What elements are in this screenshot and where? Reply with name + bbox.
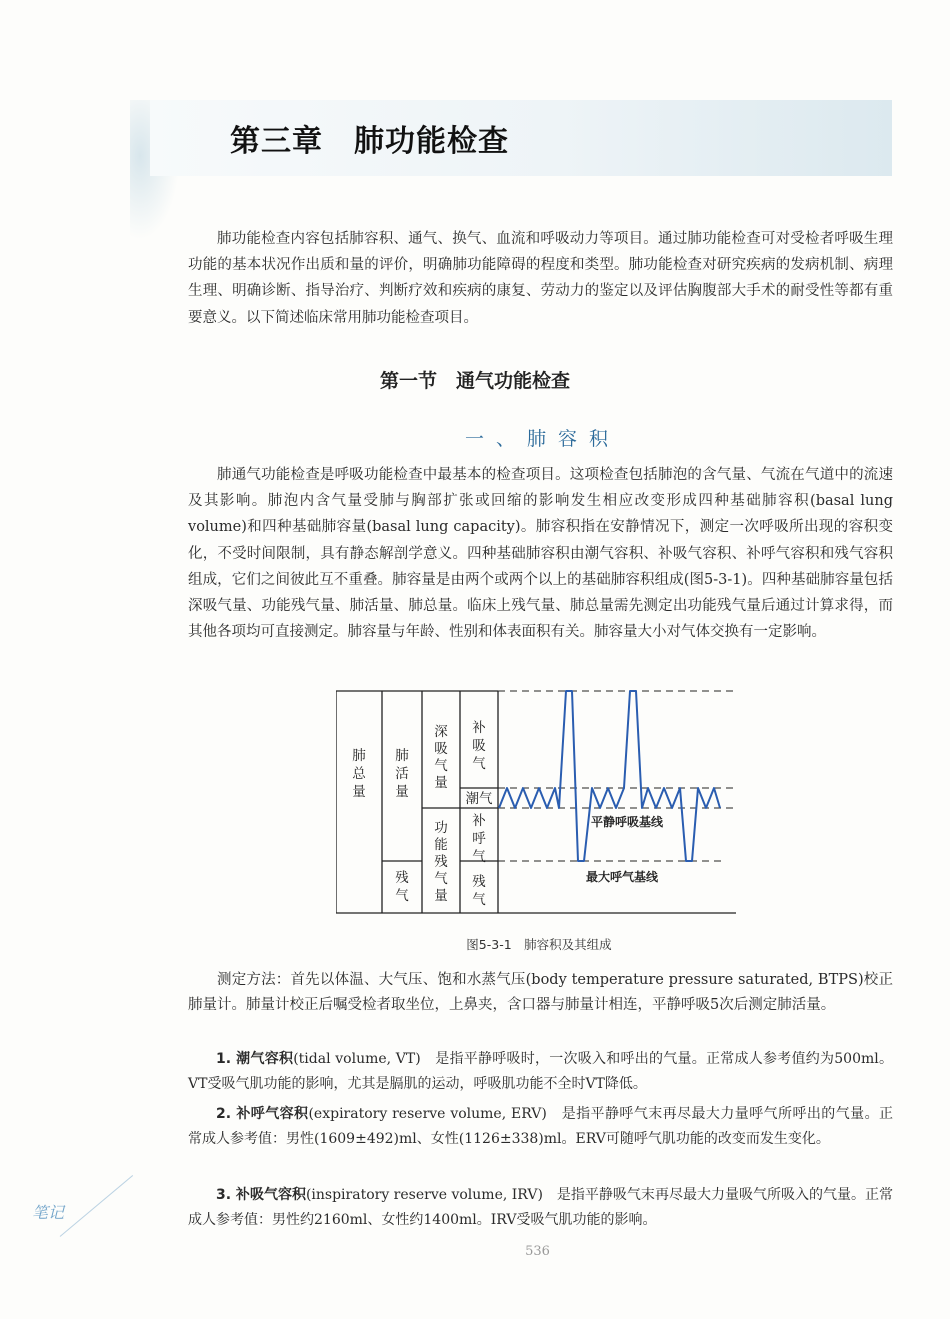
svg-text:活: 活 [395,766,409,782]
svg-text:吸: 吸 [434,741,448,757]
svg-text:深: 深 [434,724,448,740]
svg-text:量: 量 [434,775,448,791]
intro-paragraph: 肺功能检查内容包括肺容积、通气、换气、血流和呼吸动力等项目。通过肺功能检查可对受检者呼吸生理功能的基本状况作出质和量的评价，明确肺功能障碍的程度和类型。肺功能检查对研究疾病的发病机制、病理生理、明确诊断、指导治疗、判断疗效和疾病的康复、劳动力的鉴定以及评估胸腹部大手术的耐受性等都有重要意义。以下简述临床常用肺功能检查项目。 [188,231,893,326]
lung-volume-figure [336,688,746,922]
main-paragraph: 肺通气功能检查是呼吸功能检查中最基本的检查项目。这项检查包括肺泡的含气量、气流在气道中的流速及其影响。肺泡内含气量受肺与胸部扩张或回缩的影响发生相应改变形成四种基础肺容积(basal lung volume)和四种基础肺容量(basal lung capacity)。肺容积指在安静情况下，测定一次呼吸所出现的容积变化，不受时间限制，具有静态解剖学意义。四种基础肺容积由潮气容积、补吸气容积、补呼气容积和残气容积组成，它们之间彼此互不重叠。肺容量是由两个或两个以上的基础肺容积组成(图5-3-1)。四种基础肺容量包括深吸气量、功能残气量、肺活量、肺总量。临床上残气量、肺总量需先测定出功能残气量后通过计算求得，而其他各项均可直接测定。肺容量与年龄、性别和体表面积有关。肺容量大小对气体交换有一定影响。 [188,467,893,641]
svg-text:肺: 肺 [352,748,366,764]
item-tidal-volume [188,1047,893,1097]
col-frc-label [434,820,448,904]
max-exp-baseline-label: 最大呼气基线 [586,870,659,884]
svg-text:补: 补 [472,813,486,829]
dashed-level-lines [498,691,736,861]
svg-text:呼: 呼 [472,831,486,847]
svg-text:气: 气 [472,756,486,772]
svg-text:补: 补 [472,720,486,736]
svg-text:残: 残 [472,874,486,890]
item-text: (expiratory reserve volume, ERV) 是指平静呼气末再尽最大力量呼气所呼出的气量。正常成人参考值：男性(1609±492)ml、女性(1126±338)ml。ERV可随呼气肌功能的改变而发生变化。 [188,1106,893,1147]
col-tv-label: 潮气 [465,791,493,807]
item-title: 1. 潮气容积 [216,1051,294,1067]
svg-text:量: 量 [352,784,366,800]
method-paragraph: 测定方法：首先以体温、大气压、饱和水蒸气压(body temperature pressure saturated, BTPS)校正肺量计。肺量计校正后嘱受检者取坐位，上鼻夹，含口器与肺量计相连，平静呼吸5次后测定肺活量。 [188,972,893,1013]
svg-text:残: 残 [395,870,409,886]
margin-note: 笔记 [32,1203,65,1222]
item-text: (tidal volume, VT) 是指平静呼吸时，一次吸入和呼出的气量。正常成人参考值约为500ml。VT受吸气肌功能的影响，尤其是膈肌的运动，呼吸肌功能不全时VT降低。 [188,1051,893,1092]
item-expiratory-reserve [188,1102,893,1152]
svg-text:量: 量 [395,784,409,800]
spirogram-trace [499,691,720,861]
svg-text:气: 气 [472,892,486,908]
svg-text:总: 总 [352,766,366,782]
col-erv-label [472,813,486,865]
svg-text:气: 气 [434,758,448,774]
item-text: (inspiratory reserve volume, IRV) 是指平静吸气末再尽最大力量吸气所吸入的气量。正常成人参考值：男性约2160ml、女性约1400ml。IRV受吸气肌功能的影响。 [188,1187,893,1228]
col-vc-label [395,747,409,800]
svg-text:残: 残 [434,854,448,870]
item-title: 3. 补吸气容积 [216,1187,306,1203]
svg-text:能: 能 [434,837,448,853]
figure-caption: 图5-3-1 肺容积及其组成 [466,937,612,952]
svg-text:量: 量 [434,888,448,904]
margin-note-line [60,1175,133,1237]
item-title: 2. 补呼气容积 [216,1106,309,1122]
chapter-title: 第三章 肺功能检查 [230,124,509,159]
section-title: 第一节 通气功能检查 [379,370,570,392]
svg-text:功: 功 [434,820,448,836]
col-ic-label [434,724,448,791]
col-rv-label [472,874,486,908]
col-total-label [352,747,366,800]
svg-text:肺: 肺 [395,748,409,764]
col-rv-short-label [395,870,409,904]
page-number: 536 [525,1244,550,1259]
baseline-label: 平静呼吸基线 [591,815,664,829]
col-irv-label [472,720,486,772]
svg-text:气: 气 [472,849,486,865]
subsection-title: 一、肺容积 [464,428,620,450]
svg-text:气: 气 [434,871,448,887]
svg-text:气: 气 [395,888,409,904]
svg-text:吸: 吸 [472,738,486,754]
item-inspiratory-reserve [188,1183,893,1233]
